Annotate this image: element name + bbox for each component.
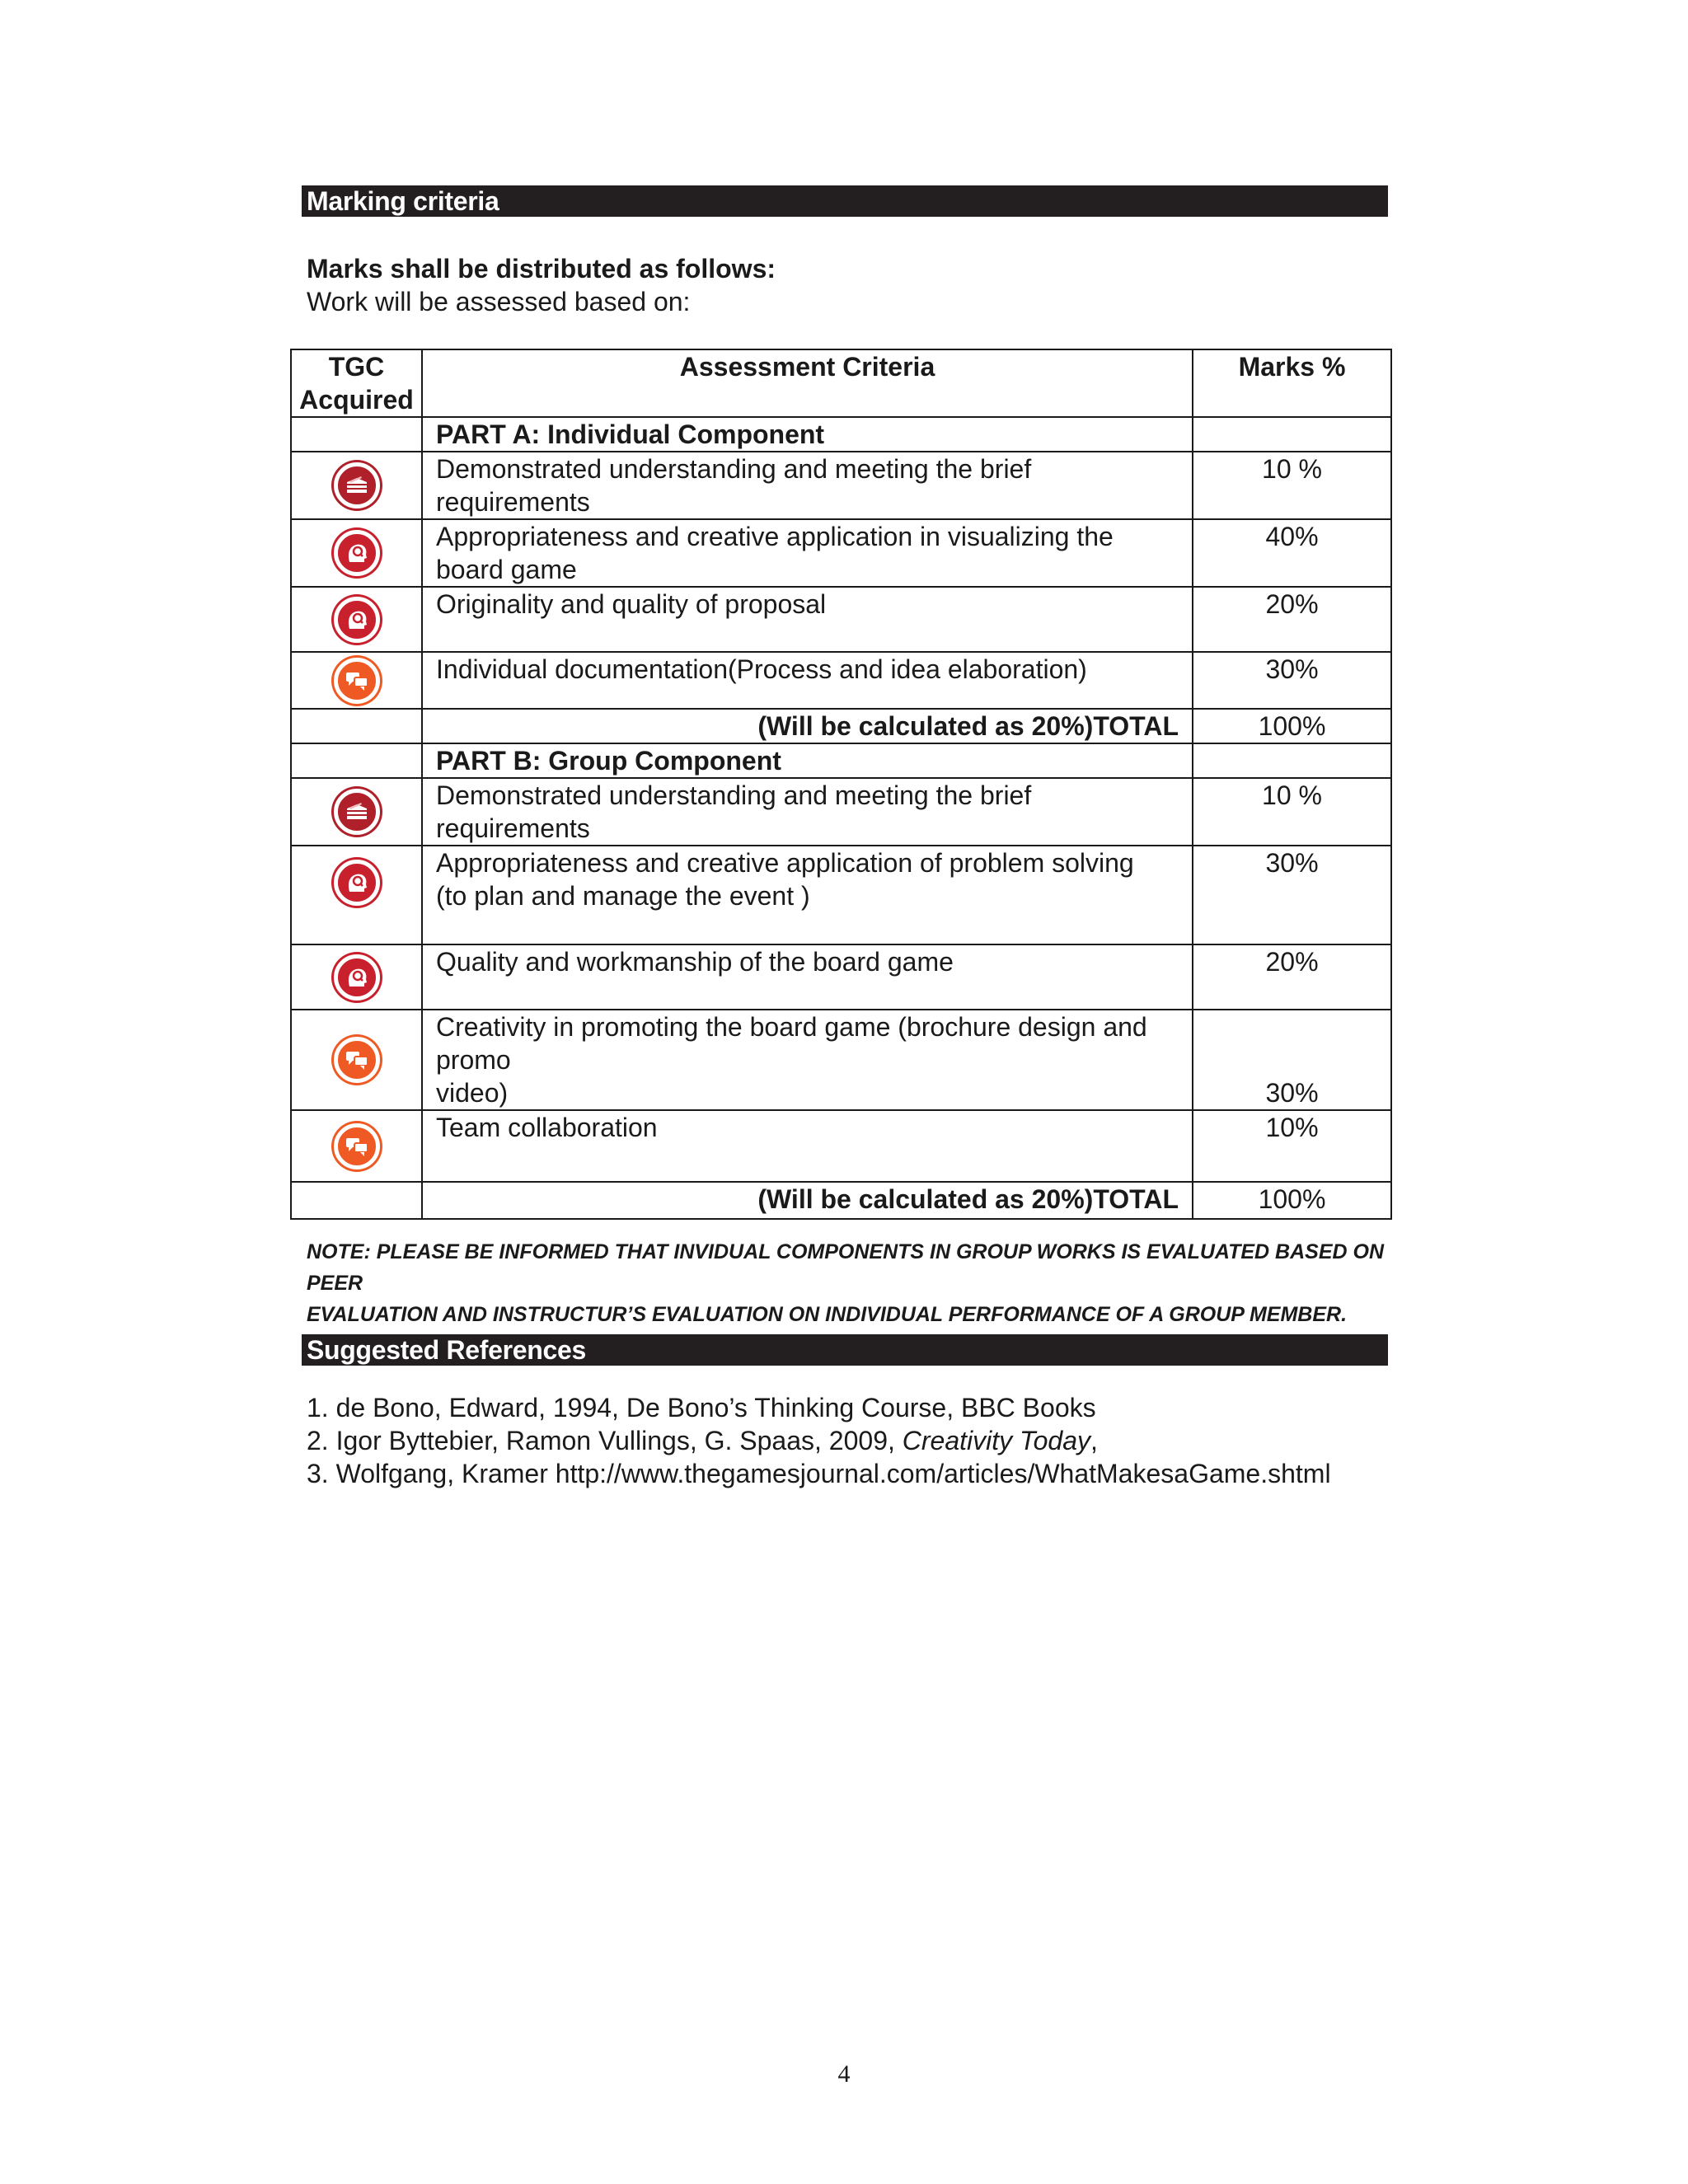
part-b-total-label: (Will be calculated as 20%)TOTAL [422, 1182, 1193, 1219]
criteria-cell: Demonstrated understanding and meeting the brief requirements [422, 452, 1193, 519]
part-a-title-row [291, 417, 1391, 452]
table-row [291, 778, 1391, 846]
table-row [291, 1010, 1391, 1110]
speech-bubbles-icon [334, 658, 380, 704]
speech-bubbles-icon [334, 1037, 380, 1083]
book-icon [334, 789, 380, 835]
criteria-cell: Appropriateness and creative application in visualizing the board game [422, 519, 1193, 587]
thinking-head-icon [334, 597, 380, 643]
empty-cell [291, 709, 422, 743]
evaluation-note [307, 1236, 1395, 1330]
empty-cell [291, 743, 422, 778]
header-tgc-line2: Acquired [299, 385, 414, 415]
reference-item: 3. Wolfgang, Kramer http://www.thegamesjournal.com/articles/WhatMakesaGame.shtml [307, 1459, 1331, 1488]
marks-cell: 10 % [1193, 452, 1391, 519]
criteria-line: Creativity in promoting the board game (brochure design and promo [436, 1012, 1147, 1075]
reference-text: 2. Igor Byttebier, Ramon Vullings, G. Spaas, 2009, [307, 1426, 903, 1455]
suggested-references-heading: Suggested References [302, 1334, 1388, 1366]
header-marks: Marks % [1193, 349, 1391, 417]
part-b-title-row [291, 743, 1391, 778]
criteria-cell [422, 846, 1193, 944]
reference-item: 1. de Bono, Edward, 1994, De Bono’s Thinking Course, BBC Books [307, 1393, 1096, 1422]
table-row [291, 587, 1391, 652]
marking-criteria-heading: Marking criteria [302, 185, 1388, 217]
criteria-line: video) [436, 1078, 509, 1108]
table-header-row [291, 349, 1391, 417]
part-b-total-value: 100% [1193, 1182, 1391, 1219]
empty-cell [1193, 417, 1391, 452]
intro [307, 252, 776, 318]
reference-item [307, 1424, 1331, 1457]
part-a-total-value: 100% [1193, 709, 1391, 743]
thinking-head-icon [334, 860, 380, 906]
tgc-cell [291, 1110, 422, 1182]
marks-cell: 30% [1193, 652, 1391, 709]
header-criteria: Assessment Criteria [422, 349, 1193, 417]
criteria-cell: Team collaboration [422, 1110, 1193, 1182]
tgc-cell [291, 846, 422, 944]
part-b-total-row [291, 1182, 1391, 1219]
criteria-cell [422, 1010, 1193, 1110]
tgc-cell [291, 452, 422, 519]
part-b-title: PART B: Group Component [422, 743, 1193, 778]
marks-cell: 40% [1193, 519, 1391, 587]
marks-cell: 20% [1193, 944, 1391, 1010]
part-a-total-label: (Will be calculated as 20%)TOTAL [422, 709, 1193, 743]
tgc-cell [291, 1010, 422, 1110]
note-line: EVALUATION AND INSTRUCTUR’S EVALUATION ON INDIVIDUAL PERFORMANCE OF A GROUP MEMBER. [307, 1303, 1348, 1326]
page-number: 4 [837, 2060, 851, 2088]
criteria-cell: Originality and quality of proposal [422, 587, 1193, 652]
thinking-head-icon [334, 530, 380, 576]
tgc-cell [291, 587, 422, 652]
intro-heading: Marks shall be distributed as follows: [307, 254, 776, 284]
marks-cell: 30% [1193, 1010, 1391, 1110]
criteria-cell: Individual documentation(Process and idea elaboration) [422, 652, 1193, 709]
table-row [291, 1110, 1391, 1182]
header-tgc-line1: TGC [328, 352, 385, 382]
tgc-cell [291, 652, 422, 709]
tgc-cell [291, 778, 422, 846]
assessment-table [290, 349, 1392, 1220]
marks-cell: 10% [1193, 1110, 1391, 1182]
intro-subtext: Work will be assessed based on: [307, 287, 691, 316]
thinking-head-icon [334, 954, 380, 1001]
note-line: NOTE: PLEASE BE INFORMED THAT INVIDUAL COMPONENTS IN GROUP WORKS IS EVALUATED BASED ON PEER [307, 1240, 1384, 1295]
marks-cell: 20% [1193, 587, 1391, 652]
tgc-cell [291, 944, 422, 1010]
reference-title: Creativity Today [902, 1426, 1091, 1455]
marks-cell: 30% [1193, 846, 1391, 944]
table-row [291, 452, 1391, 519]
tgc-cell [291, 519, 422, 587]
criteria-cell: Quality and workmanship of the board game [422, 944, 1193, 1010]
reference-text: , [1090, 1426, 1098, 1455]
table-row [291, 944, 1391, 1010]
book-icon [334, 462, 380, 509]
header-tgc [291, 349, 422, 417]
criteria-cell: Demonstrated understanding and meeting the brief requirements [422, 778, 1193, 846]
empty-cell [1193, 743, 1391, 778]
criteria-line: Appropriateness and creative application of problem solving [436, 848, 1134, 878]
table-row [291, 846, 1391, 944]
speech-bubbles-icon [334, 1123, 380, 1169]
references-list [307, 1391, 1331, 1490]
criteria-line: (to plan and manage the event ) [436, 881, 810, 911]
part-a-title: PART A: Individual Component [422, 417, 1193, 452]
part-a-total-row [291, 709, 1391, 743]
table-row [291, 652, 1391, 709]
empty-cell [291, 417, 422, 452]
marks-cell: 10 % [1193, 778, 1391, 846]
empty-cell [291, 1182, 422, 1219]
table-row [291, 519, 1391, 587]
